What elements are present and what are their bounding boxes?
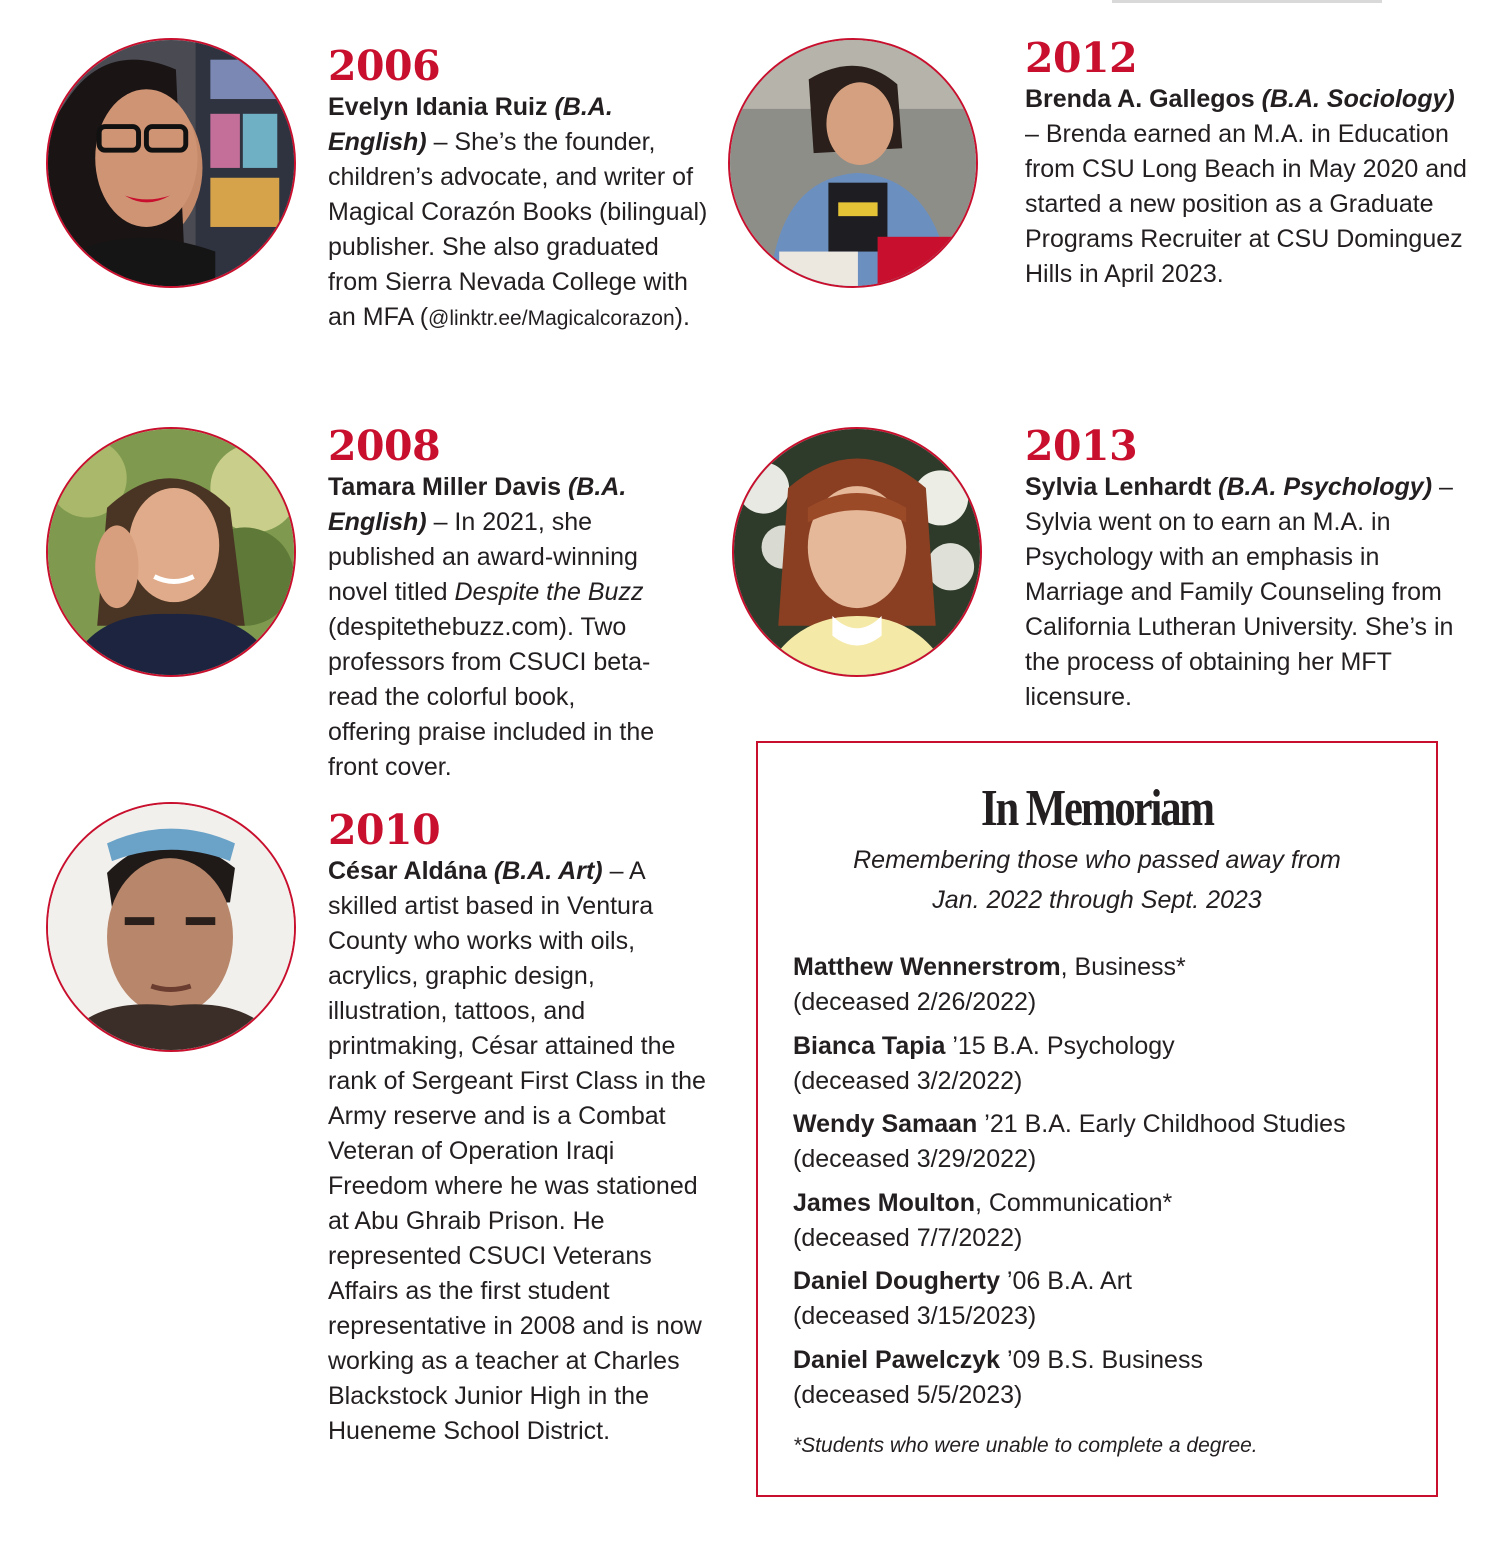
entry-text: – Sylvia went on to earn an M.A. in Psychology with an emphasis in Marriage and Family Counseling from California Lutheran University. She’s in the process of obtaining her MFT licensure. — [1025, 473, 1454, 711]
memoriam-list — [793, 950, 1413, 1421]
memoriam-name: James Moulton — [793, 1188, 975, 1217]
alumni-degree: (B.A. Psychology) — [1218, 473, 1433, 501]
memoriam-deceased-date: (deceased 7/7/2022) — [793, 1223, 1023, 1252]
memoriam-subtitle-line2: Jan. 2022 through Sept. 2023 — [932, 886, 1262, 914]
memoriam-name: Daniel Pawelczyk — [793, 1345, 1001, 1374]
memoriam-deceased-date: (deceased 5/5/2023) — [793, 1380, 1023, 1409]
entry-text: – Brenda earned an M.A. in Education from CSU Long Beach in May 2020 and started a new position as a Graduate Programs Recruiter at CSU Dominguez Hills in April 2023. — [1025, 120, 1467, 288]
alumni-name: Sylvia Lenhardt — [1025, 473, 1212, 501]
memoriam-item — [793, 1107, 1413, 1177]
portrait-brenda-gallegos — [728, 38, 978, 288]
alumni-name: Evelyn Idania Ruiz — [328, 93, 548, 121]
memoriam-item — [793, 1186, 1413, 1256]
memoriam-item — [793, 1029, 1413, 1099]
memoriam-name: Wendy Samaan — [793, 1110, 978, 1138]
entry-body — [328, 470, 658, 785]
entry-year: 2006 — [328, 42, 441, 90]
entry-body — [328, 854, 708, 1449]
portrait-sylvia-lenhardt — [732, 427, 982, 677]
entry-year: 2013 — [1025, 422, 1138, 470]
alumni-degree: (B.A. Art) — [493, 857, 603, 885]
alumni-name: Brenda A. Gallegos — [1025, 85, 1255, 113]
memoriam-detail: ’06 B.A. Art — [999, 1267, 1132, 1295]
memoriam-detail: , Business* — [1060, 953, 1186, 981]
entry-text-end: ). — [674, 303, 690, 331]
entry-year: 2010 — [328, 806, 441, 854]
memoriam-name: Matthew Wennerstrom — [793, 953, 1061, 981]
memoriam-detail: ’09 B.S. Business — [1000, 1345, 1203, 1374]
portrait-evelyn-ruiz — [46, 38, 296, 288]
book-title: Despite the Buzz — [454, 578, 644, 606]
memoriam-title: In Memoriam — [980, 780, 1214, 837]
portrait-tamara-davis — [46, 427, 296, 677]
top-divider — [1112, 0, 1382, 3]
memoriam-item — [793, 950, 1413, 1020]
memoriam-subtitle-line1: Remembering those who passed away from — [853, 846, 1341, 874]
entry-body — [1025, 82, 1470, 292]
alumni-degree: (B.A. English) — [328, 473, 627, 536]
entry-body — [1025, 470, 1465, 715]
entry-year: 2008 — [328, 422, 441, 470]
entry-text: – In 2021, she published an award-winning novel titled — [328, 508, 638, 606]
alumni-entry-2006 — [328, 44, 708, 336]
entry-text-end: (despitethebuzz.com). Two professors from CSUCI beta-read the colorful book, offering praise included in the front cover. — [328, 613, 655, 781]
in-memoriam-box — [756, 741, 1438, 1497]
portrait-cesar-aldana — [46, 802, 296, 1052]
alumni-entry-2008 — [328, 424, 730, 785]
entry-link[interactable]: @linktr.ee/Magicalcorazon — [428, 307, 675, 330]
alumni-entry-2012 — [1025, 36, 1470, 292]
alumni-entry-2013 — [1025, 424, 1465, 715]
entry-year: 2012 — [1025, 34, 1138, 82]
memoriam-deceased-date: (deceased 3/29/2022) — [793, 1145, 1037, 1173]
memoriam-name: Bianca Tapia — [793, 1031, 946, 1060]
memoriam-deceased-date: (deceased 3/2/2022) — [793, 1066, 1023, 1095]
entry-body — [328, 90, 708, 336]
memoriam-name: Daniel Dougherty — [793, 1267, 1000, 1295]
memoriam-detail: ’21 B.A. Early Childhood Studies — [977, 1110, 1346, 1138]
memoriam-deceased-date: (deceased 2/26/2022) — [793, 988, 1037, 1016]
alumni-name: César Aldána — [328, 857, 487, 885]
entry-text: – A skilled artist based in Ventura County who works with oils, acrylics, graphic design, illustration, tattoos, and printmaking, César attained the rank of Sergeant First Class in the Army reserve and is a Combat Veteran of Operation Iraqi Freedom where he was stationed at Abu Ghraib Prison. He represented CSUCI Veterans Affairs as the first student representative in 2008 and is now working as a teacher at Charles Blackstock Junior High in the Hueneme School District. — [328, 857, 706, 1445]
memoriam-detail: , Communication* — [974, 1188, 1173, 1217]
memoriam-item — [793, 1343, 1413, 1413]
alumni-degree: (B.A. English) — [328, 93, 613, 156]
memoriam-item — [793, 1264, 1413, 1334]
alumni-name: Tamara Miller Davis — [328, 473, 561, 501]
memoriam-detail: ’15 B.A. Psychology — [945, 1031, 1175, 1060]
memoriam-subtitle — [758, 840, 1436, 920]
alumni-entry-2010 — [328, 808, 708, 1449]
memoriam-footnote: *Students who were unable to complete a degree. — [793, 1434, 1258, 1457]
alumni-degree: (B.A. Sociology) — [1261, 85, 1455, 113]
memoriam-deceased-date: (deceased 3/15/2023) — [793, 1302, 1037, 1330]
entry-text: – She’s the founder, children’s advocate, and writer of Magical Corazón Books (bilingual) publisher. She also graduated from Sierra Nevada College with an MFA ( — [328, 128, 708, 331]
